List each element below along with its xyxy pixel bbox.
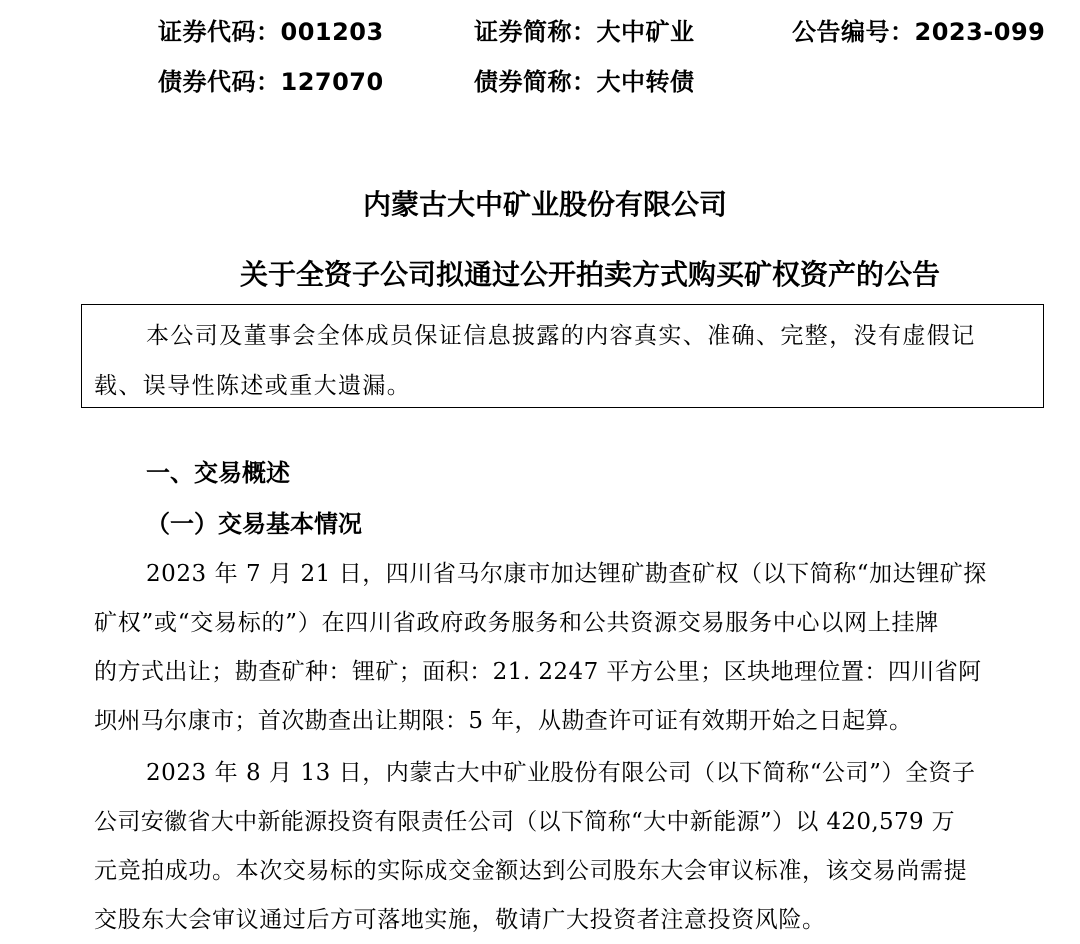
paragraph-1-line-2: 矿权”或“交易标的”）在四川省政府政务服务和公共资源交易服务中心以网上挂牌 bbox=[94, 610, 940, 636]
paragraph-2-line-4: 交股东大会审议通过后方可落地实施，敬请广大投资者注意投资风险。 bbox=[94, 907, 826, 933]
stock-code: 证券代码：001203 bbox=[158, 18, 384, 46]
paragraph-2-line-2: 公司安徽省大中新能源投资有限责任公司（以下简称“大中新能源”）以 420,579 万 bbox=[94, 809, 955, 835]
section-heading: 一、交易概述 bbox=[146, 459, 290, 487]
paragraph-2-line-1: 2023 年 8 月 13 日，内蒙古大中矿业股份有限公司（以下简称“公司”）全资子 bbox=[146, 760, 976, 786]
bond-code: 债券代码：127070 bbox=[158, 68, 384, 96]
company-title: 内蒙古大中矿业股份有限公司 bbox=[362, 188, 727, 221]
header-row-1 bbox=[0, 12, 1080, 52]
statement-line-1: 本公司及董事会全体成员保证信息披露的内容真实、准确、完整，没有虚假记 bbox=[146, 323, 976, 349]
header-row-2 bbox=[0, 62, 1080, 102]
disclosure-statement-box bbox=[81, 304, 1044, 408]
announcement-number: 公告编号：2023-099 bbox=[792, 18, 1046, 46]
paragraph-2-line-3: 元竞拍成功。本次交易标的实际成交金额达到公司股东大会审议标准，该交易尚需提 bbox=[94, 858, 968, 884]
subsection-heading: （一）交易基本情况 bbox=[146, 510, 362, 538]
paragraph-1-line-3: 的方式出让；勘查矿种：锂矿；面积：21. 2247 平方公里；区块地理位置：四川省阿 bbox=[94, 659, 982, 685]
announcement-title: 关于全资子公司拟通过公开拍卖方式购买矿权资产的公告 bbox=[239, 258, 940, 291]
statement-line-2: 载、误导性陈述或重大遗漏。 bbox=[94, 373, 412, 399]
paragraph-1-line-4: 坝州马尔康市；首次勘查出让期限：5 年，从勘查许可证有效期开始之日起算。 bbox=[94, 708, 913, 734]
stock-name: 证券简称：大中矿业 bbox=[474, 18, 695, 46]
paragraph-1-line-1: 2023 年 7 月 21 日，四川省马尔康市加达锂矿勘查矿权（以下简称“加达锂矿探 bbox=[146, 561, 987, 587]
bond-name: 债券简称：大中转债 bbox=[474, 68, 695, 96]
